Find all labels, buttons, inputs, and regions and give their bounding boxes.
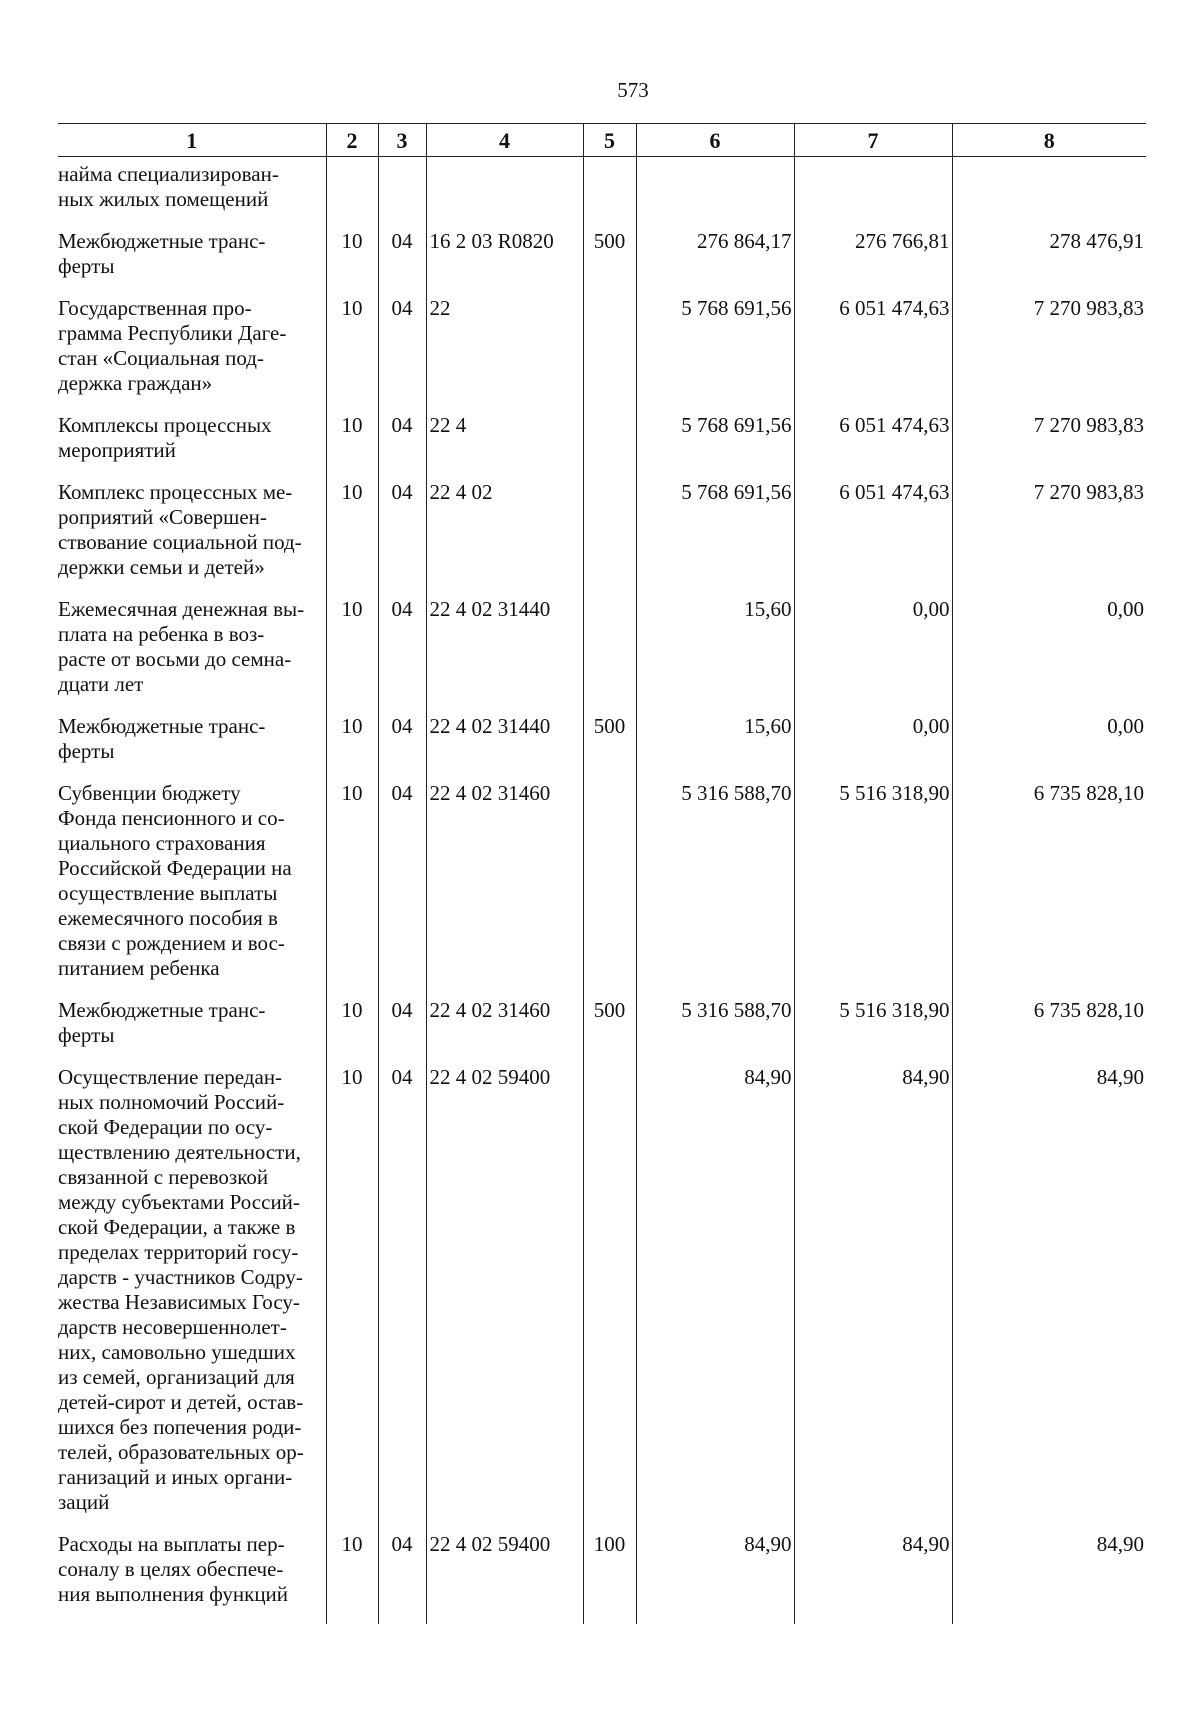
amount-col-7: 0,00 [794, 714, 952, 781]
subsection-code: 04 [378, 1065, 426, 1532]
item-name-text: Осуществление передан- ных полномочий Россий- ской Федерации по осу- ществлению деятельности, связанной с перевозкой между субъектами Россий- ской Федерации, а также в пределах территорий госу- дарств - участников Содру- жества Независимых Госу- дарств несовершеннолет- них, самовольно ушедших из семей, организаций для детей-сирот и детей, остав- шихся без попечения роди- телей, образовательных ор- ганизаций и иных органи- заций [58, 1065, 304, 1514]
table-row [58, 998, 1146, 1065]
subsection-code: 04 [378, 998, 426, 1065]
subsection-code: 04 [378, 296, 426, 413]
item-name [58, 229, 326, 296]
table-row [58, 480, 1146, 597]
amount-col-6: 5 316 588,70 [636, 998, 794, 1065]
amount-col-8: 84,90 [952, 1532, 1146, 1624]
item-name-text: Межбюджетные транс- ферты [58, 998, 266, 1047]
section-code: 10 [326, 781, 378, 998]
amount-col-7: 6 051 474,63 [794, 413, 952, 480]
column-header: 1 [58, 124, 326, 157]
table-row [58, 1065, 1146, 1532]
expense-type-code [583, 480, 636, 597]
expense-type-code [583, 597, 636, 714]
target-article-code [426, 157, 583, 230]
column-header: 8 [952, 124, 1146, 157]
item-name [58, 413, 326, 480]
table-row [58, 413, 1146, 480]
item-name [58, 1065, 326, 1532]
item-name-text: Межбюджетные транс- ферты [58, 229, 266, 278]
amount-col-8: 0,00 [952, 597, 1146, 714]
amount-col-7: 6 051 474,63 [794, 296, 952, 413]
item-name [58, 998, 326, 1065]
expense-type-code [583, 157, 636, 230]
target-article-code: 22 4 02 59400 [426, 1065, 583, 1532]
amount-col-7: 276 766,81 [794, 229, 952, 296]
amount-col-6: 5 316 588,70 [636, 781, 794, 998]
item-name [58, 480, 326, 597]
subsection-code: 04 [378, 781, 426, 998]
section-code: 10 [326, 714, 378, 781]
column-header: 3 [378, 124, 426, 157]
amount-col-6: 84,90 [636, 1532, 794, 1624]
amount-col-7: 84,90 [794, 1532, 952, 1624]
budget-table [58, 123, 1146, 1624]
target-article-code: 22 4 02 [426, 480, 583, 597]
amount-col-8: 0,00 [952, 714, 1146, 781]
amount-col-8: 7 270 983,83 [952, 413, 1146, 480]
expense-type-code: 500 [583, 998, 636, 1065]
subsection-code [378, 157, 426, 230]
item-name [58, 1532, 326, 1624]
section-code: 10 [326, 998, 378, 1065]
section-code: 10 [326, 1532, 378, 1624]
expense-type-code: 100 [583, 1532, 636, 1624]
amount-col-6: 84,90 [636, 1065, 794, 1532]
expense-type-code [583, 296, 636, 413]
table-row [58, 229, 1146, 296]
section-code: 10 [326, 296, 378, 413]
column-header: 6 [636, 124, 794, 157]
table-row [58, 781, 1146, 998]
section-code: 10 [326, 480, 378, 597]
item-name-text: Расходы на выплаты пер- соналу в целях обеспече- ния выполнения функций [58, 1532, 289, 1606]
target-article-code: 22 4 02 31460 [426, 781, 583, 998]
table-row [58, 597, 1146, 714]
amount-col-7: 5 516 318,90 [794, 781, 952, 998]
amount-col-7: 0,00 [794, 597, 952, 714]
subsection-code: 04 [378, 413, 426, 480]
section-code: 10 [326, 1065, 378, 1532]
amount-col-6: 15,60 [636, 597, 794, 714]
amount-col-8: 7 270 983,83 [952, 480, 1146, 597]
amount-col-6 [636, 157, 794, 230]
target-article-code: 16 2 03 R0820 [426, 229, 583, 296]
amount-col-6: 276 864,17 [636, 229, 794, 296]
amount-col-7 [794, 157, 952, 230]
item-name-text: Ежемесячная денежная вы- плата на ребенка в воз- расте от восьми до семна- дцати лет [58, 597, 305, 696]
column-header: 4 [426, 124, 583, 157]
column-header: 7 [794, 124, 952, 157]
subsection-code: 04 [378, 1532, 426, 1624]
amount-col-8: 7 270 983,83 [952, 296, 1146, 413]
item-name-text: Комплексы процессных мероприятий [58, 413, 272, 462]
subsection-code: 04 [378, 229, 426, 296]
table-row [58, 1532, 1146, 1624]
item-name-text: найма специализирован- ных жилых помещений [58, 162, 279, 211]
table-header-row [58, 124, 1146, 157]
item-name-text: Государственная про- грамма Республики Даге- стан «Социальная под- держка граждан» [58, 296, 287, 395]
section-code [326, 157, 378, 230]
subsection-code: 04 [378, 597, 426, 714]
item-name-text: Межбюджетные транс- ферты [58, 714, 266, 763]
item-name [58, 714, 326, 781]
amount-col-8: 84,90 [952, 1065, 1146, 1532]
amount-col-7: 6 051 474,63 [794, 480, 952, 597]
amount-col-8 [952, 157, 1146, 230]
expense-type-code [583, 781, 636, 998]
amount-col-7: 84,90 [794, 1065, 952, 1532]
subsection-code: 04 [378, 480, 426, 597]
expense-type-code: 500 [583, 229, 636, 296]
section-code: 10 [326, 597, 378, 714]
target-article-code: 22 4 02 31440 [426, 597, 583, 714]
subsection-code: 04 [378, 714, 426, 781]
section-code: 10 [326, 413, 378, 480]
target-article-code: 22 4 02 59400 [426, 1532, 583, 1624]
item-name-text: Комплекс процессных ме- роприятий «Совершен- ствование социальной под- держки семьи и детей» [58, 480, 302, 579]
amount-col-7: 5 516 318,90 [794, 998, 952, 1065]
table-row [58, 714, 1146, 781]
target-article-code: 22 4 [426, 413, 583, 480]
target-article-code: 22 4 02 31440 [426, 714, 583, 781]
column-header: 2 [326, 124, 378, 157]
item-name-text: Субвенции бюджету Фонда пенсионного и со- циального страхования Российской Федерации на осуществление выплаты ежемесячного пособия в связи с рождением и вос- питанием ребенка [58, 781, 292, 980]
expense-type-code [583, 413, 636, 480]
target-article-code: 22 [426, 296, 583, 413]
section-code: 10 [326, 229, 378, 296]
expense-type-code: 500 [583, 714, 636, 781]
column-header: 5 [583, 124, 636, 157]
item-name [58, 781, 326, 998]
table-row [58, 296, 1146, 413]
item-name [58, 157, 326, 230]
target-article-code: 22 4 02 31460 [426, 998, 583, 1065]
amount-col-8: 6 735 828,10 [952, 998, 1146, 1065]
item-name [58, 597, 326, 714]
amount-col-6: 15,60 [636, 714, 794, 781]
expense-type-code [583, 1065, 636, 1532]
amount-col-6: 5 768 691,56 [636, 413, 794, 480]
table-row [58, 157, 1146, 230]
amount-col-8: 278 476,91 [952, 229, 1146, 296]
amount-col-6: 5 768 691,56 [636, 480, 794, 597]
amount-col-8: 6 735 828,10 [952, 781, 1146, 998]
page-number: 573 [617, 78, 649, 102]
item-name [58, 296, 326, 413]
amount-col-6: 5 768 691,56 [636, 296, 794, 413]
table-body [58, 157, 1146, 1625]
